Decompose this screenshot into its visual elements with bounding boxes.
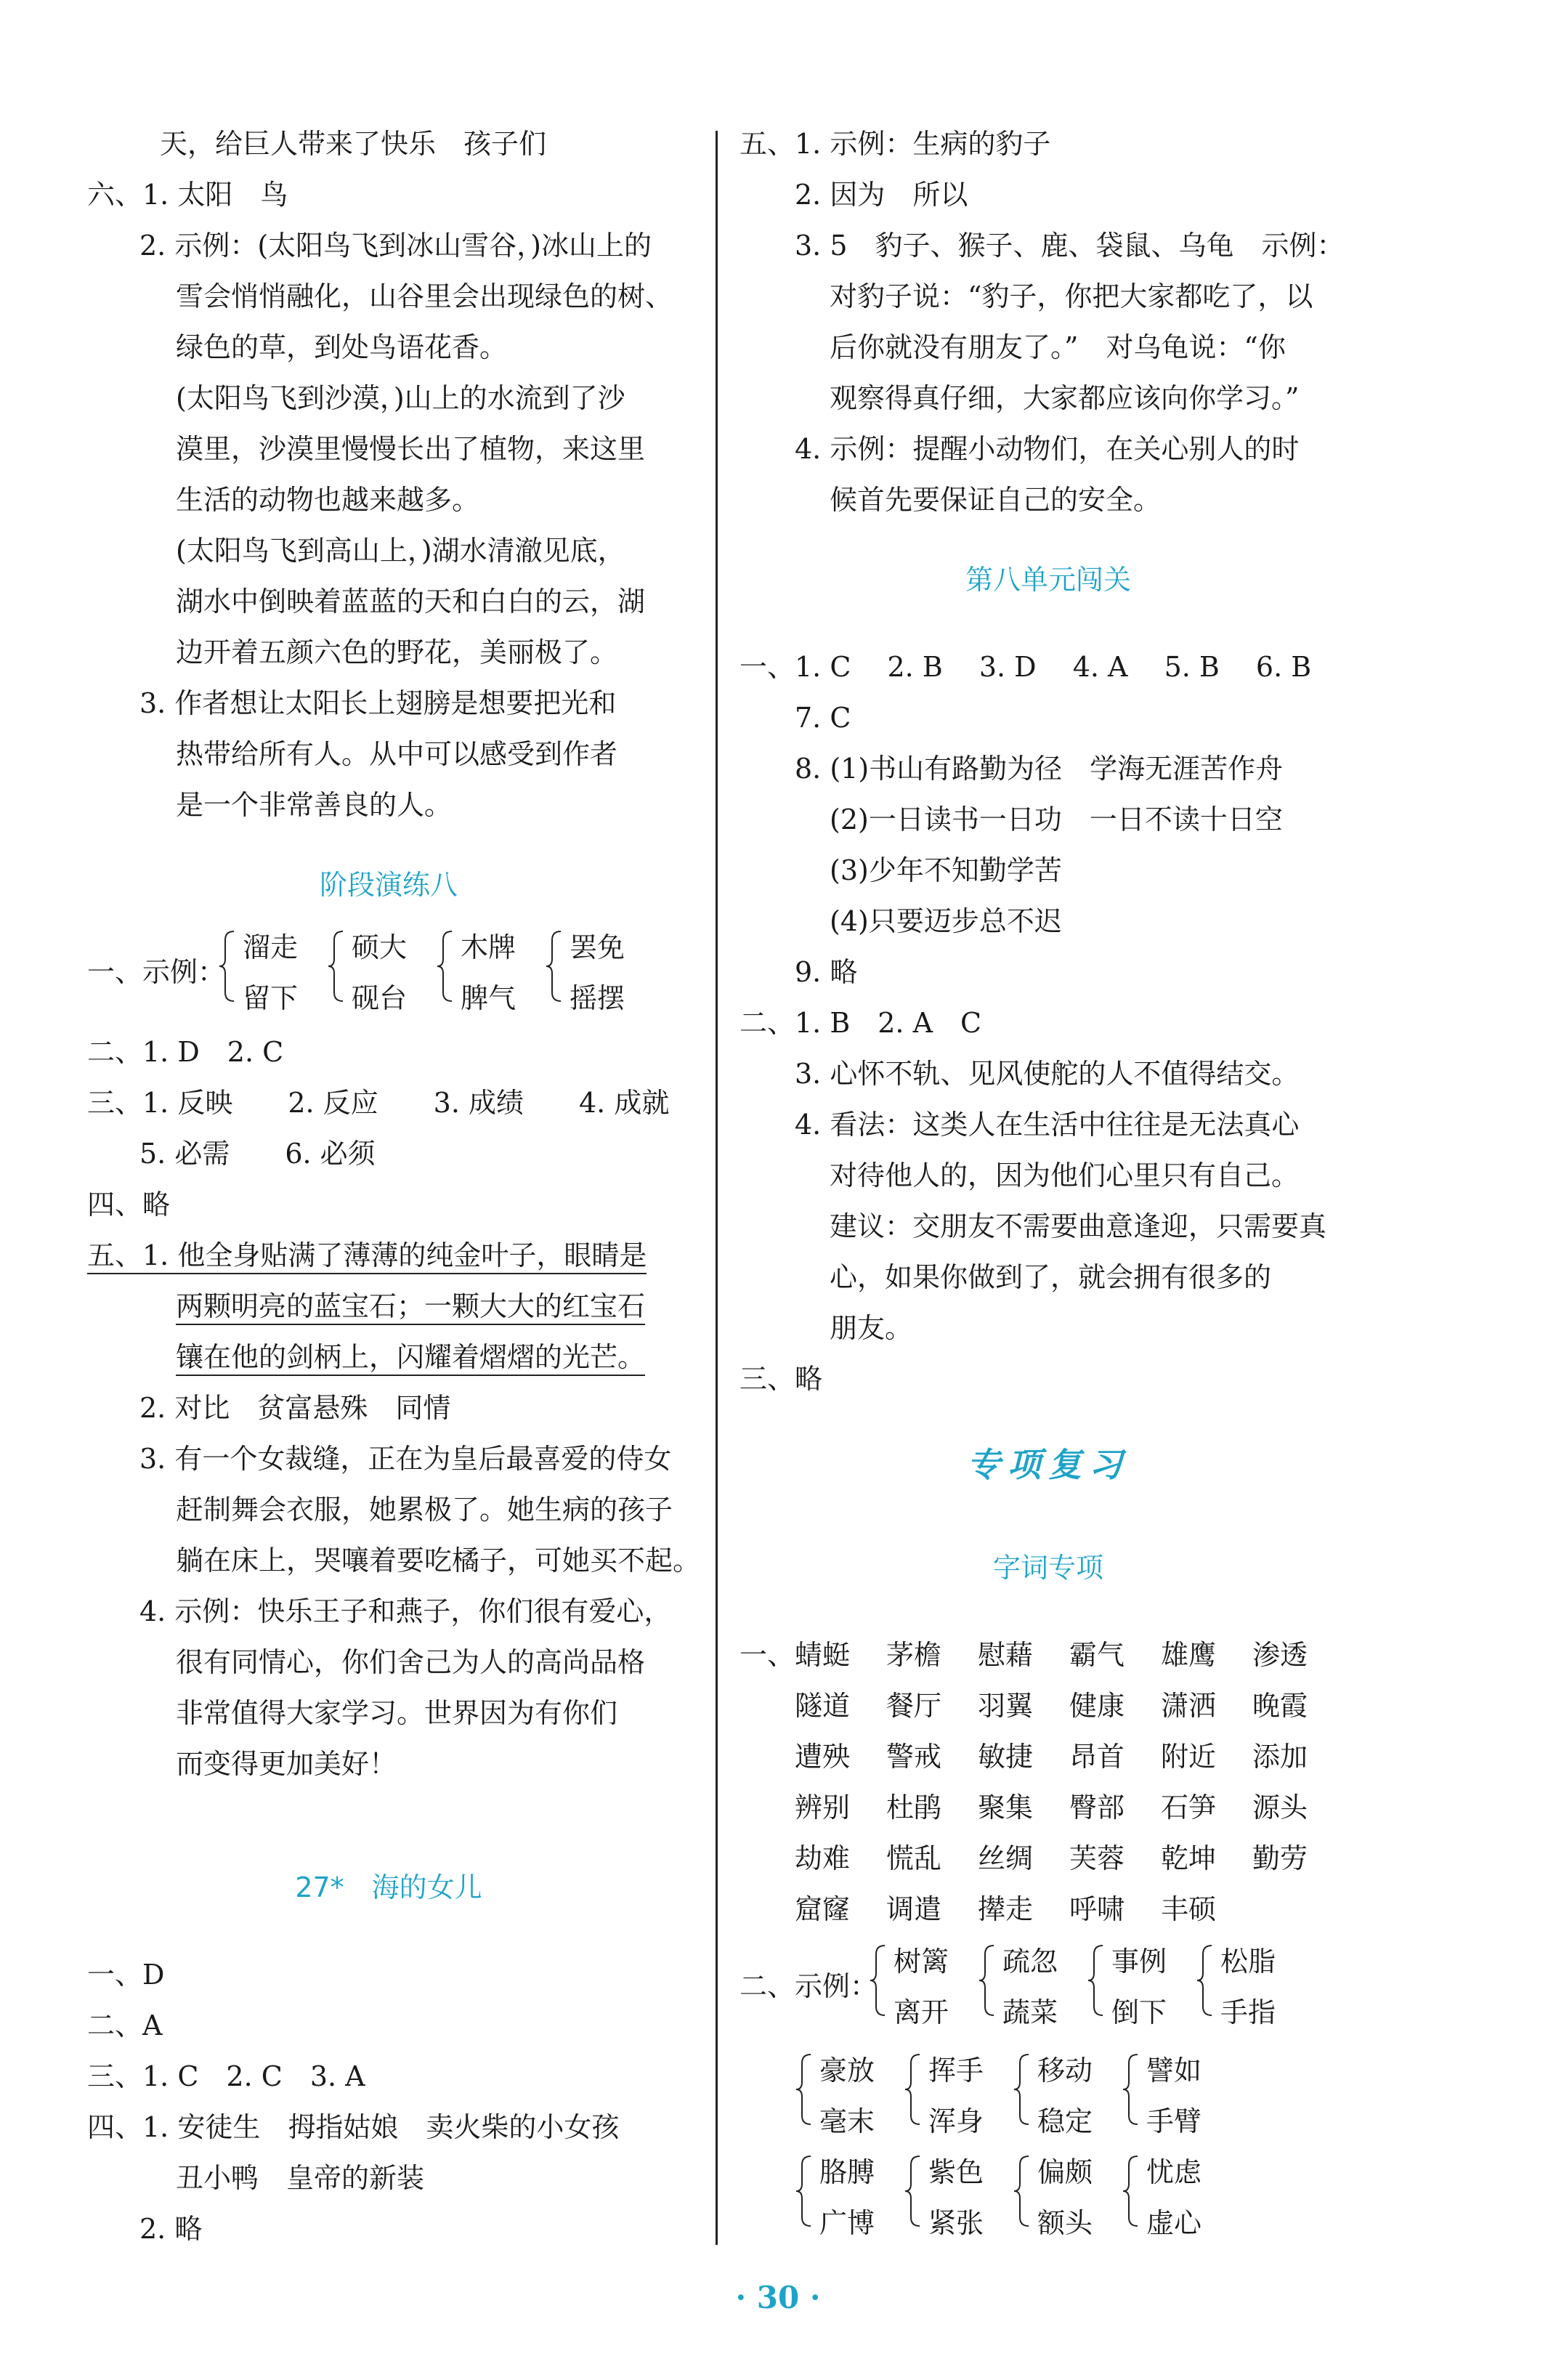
word: 紫色: [928, 2156, 984, 2188]
word: 晚霞: [1252, 1690, 1308, 1722]
brace-icon: [1087, 1944, 1106, 2017]
word: 疏忽: [1002, 1946, 1058, 1978]
word: 乾坤: [1161, 1842, 1217, 1874]
question-6-2-line: 漠里，沙漠里慢慢长出了植物，来这里: [176, 433, 646, 465]
section-title-unit8: 第八单元闯关: [965, 564, 1131, 596]
word: 慰藉: [978, 1639, 1034, 1671]
word-row: [795, 1638, 1344, 1672]
question-5-2: 2. 因为 所以: [795, 179, 968, 211]
stage8-q3-cont: 5. 必需 6. 必须: [139, 1138, 376, 1170]
brace-icon: [978, 1944, 997, 2017]
unit8-q9: 9. 略: [795, 956, 858, 988]
question-6-2-line: 2. 示例：(太阳鸟飞到冰山雪谷，)冰山上的: [139, 230, 652, 262]
word: 浑身: [928, 2105, 984, 2137]
section-title-lesson27: 27* 海的女儿: [295, 1871, 482, 1903]
section-title-stage8: 阶段演练八: [319, 869, 458, 901]
word: 稳定: [1037, 2105, 1093, 2137]
column-divider: [716, 131, 718, 2245]
unit8-part2-q3: 3. 心怀不轨、见风使舵的人不值得结交。: [795, 1058, 1300, 1090]
word: 警戒: [886, 1741, 942, 1773]
word: 餐厅: [886, 1690, 942, 1722]
brace-icon: [795, 2053, 814, 2126]
stage8-q3: 三、1. 反映 2. 反应 3. 成绩 4. 成就: [87, 1087, 670, 1119]
stage8-q5-1-line: [87, 1238, 647, 1273]
word-row: [795, 1688, 1344, 1723]
lesson27-q4-2: 2. 略: [139, 2213, 203, 2245]
word: 窟窿: [795, 1893, 851, 1925]
word: 离开: [894, 1996, 949, 2028]
word: 潇洒: [1161, 1690, 1217, 1722]
word: 紧张: [928, 2207, 984, 2239]
brace-icon: [904, 2155, 923, 2227]
question-5-3-line: 3. 5 豹子、猴子、鹿、袋鼠、乌龟 示例：: [795, 230, 1345, 262]
stage8-q5-4-line: 非常值得大家学习。世界因为有你们: [176, 1697, 618, 1729]
stage8-q5-3-line: 3. 有一个女裁缝，正在为皇后最喜爱的侍女: [139, 1443, 672, 1475]
question-6-3-line: 热带给所有人。从中可以感受到作者: [176, 738, 618, 770]
words-label: 一、: [739, 1639, 795, 1671]
word: 添加: [1252, 1741, 1308, 1773]
word: 丰硕: [1161, 1893, 1217, 1925]
unit8-q7: 7. C: [795, 702, 851, 734]
word-row: [795, 1739, 1344, 1774]
word: 蔬菜: [1002, 1996, 1058, 2028]
word: 劫难: [795, 1842, 851, 1874]
page-number: · 30 ·: [735, 2280, 821, 2315]
word: 虚心: [1146, 2207, 1202, 2239]
question-5-4-line: 候首先要保证自己的安全。: [830, 484, 1162, 516]
word: 忧虑: [1146, 2156, 1202, 2188]
word: 辨别: [795, 1792, 851, 1824]
unit8-q8-line: (2)一日读书一日功 一日不读十日空: [830, 804, 1283, 835]
word: 调遣: [886, 1893, 942, 1925]
word: 霸气: [1069, 1639, 1125, 1671]
word: 硕大: [352, 931, 408, 963]
word: 偏颇: [1037, 2156, 1093, 2188]
text-line: 天，给巨人带来了快乐 孩子们: [160, 128, 547, 160]
stage8-q5-1-line: [176, 1289, 645, 1324]
brace-icon: [436, 930, 455, 1003]
lesson27-q4-1: 四、1. 安徒生 拇指姑娘 卖火柴的小女孩: [87, 2111, 620, 2143]
question-6-3-line: 是一个非常善良的人。: [176, 789, 453, 821]
word: 事例: [1111, 1946, 1167, 1978]
question-6-2-line: (太阳鸟飞到高山上，)湖水清澈见底，: [176, 535, 625, 567]
question-6-2-line: 湖水中倒映着蓝蓝的天和白白的云，湖: [176, 586, 646, 618]
brace-icon: [1013, 2053, 1032, 2126]
word: 毫末: [819, 2105, 875, 2137]
word: 豪放: [819, 2055, 875, 2086]
word-row: [795, 1841, 1344, 1876]
stage8-q5-4-line: 很有同情心，你们舍己为人的高尚品格: [176, 1646, 646, 1678]
brace-icon: [218, 930, 237, 1003]
brace-icon: [545, 930, 564, 1003]
word: 勤劳: [1252, 1842, 1308, 1874]
word: 树篱: [894, 1946, 949, 1978]
brace-icon: [327, 930, 346, 1003]
unit8-part2-q4-line: 4. 看法：这类人在生活中往往是无法真心: [795, 1109, 1300, 1141]
word: 附近: [1161, 1741, 1217, 1773]
word: 丝绸: [978, 1842, 1034, 1874]
word: 移动: [1037, 2055, 1093, 2086]
word-row: [795, 1790, 1344, 1825]
unit8-part2-q4-line: 对待他人的，因为他们心里只有自己。: [830, 1159, 1300, 1191]
stage8-q5-4-line: 4. 示例：快乐王子和燕子，你们很有爱心，: [139, 1595, 672, 1627]
brace-icon: [1122, 2155, 1140, 2227]
word: 砚台: [352, 982, 408, 1014]
word: 慌乱: [886, 1842, 942, 1874]
word: 敏捷: [978, 1741, 1034, 1773]
unit8-q1: 一、1. C 2. B 3. D 4. A 5. B 6. B: [739, 651, 1312, 683]
unit8-part2-q4-line: 建议：交朋友不需要曲意逢迎，只需要真: [830, 1210, 1327, 1242]
question-5-4-line: 4. 示例：提醒小动物们，在关心别人的时: [795, 433, 1300, 465]
word: 健康: [1069, 1690, 1125, 1722]
word: 胳膊: [819, 2156, 875, 2188]
lesson27-q1: 一、D: [87, 1959, 165, 1991]
word: 遭殃: [795, 1741, 851, 1773]
word: 挥手: [928, 2055, 984, 2086]
underlined-text: 五、1. 他全身贴满了薄薄的纯金叶子，眼睛是: [87, 1239, 647, 1274]
word: 广博: [819, 2207, 875, 2239]
word: 留下: [243, 982, 299, 1014]
unit8-q8-line: (4)只要迈步总不迟: [830, 905, 1062, 937]
word: 芙蓉: [1069, 1842, 1125, 1874]
lesson27-q3: 三、1. C 2. C 3. A: [87, 2060, 365, 2092]
word: 木牌: [461, 931, 516, 963]
brace-icon: [869, 1944, 888, 2017]
word: 茅檐: [886, 1639, 942, 1671]
unit8-part2-q4-line: 心，如果你做到了，就会拥有很多的: [830, 1261, 1272, 1293]
word: 溜走: [243, 931, 299, 963]
underlined-text: 两颗明亮的蓝宝石；一颗大大的红宝石: [176, 1290, 645, 1325]
stage8-q5-4-line: 而变得更加美好！: [176, 1748, 397, 1780]
question-5-1: 五、1. 示例：生病的豹子: [739, 128, 1051, 160]
question-6-2-line: (太阳鸟飞到沙漠，)山上的水流到了沙: [176, 382, 625, 414]
brace-icon: [904, 2053, 923, 2126]
word: 臀部: [1069, 1792, 1125, 1824]
word: 松脂: [1220, 1946, 1276, 1978]
lesson27-q4-1-cont: 丑小鸭 皇帝的新装: [176, 2162, 425, 2194]
word: 脾气: [461, 982, 516, 1014]
unit8-part3: 三、略: [739, 1363, 823, 1395]
question-6-2-line: 雪会悄悄融化，山谷里会出现绿色的树、: [176, 280, 673, 312]
stage8-q5-3-line: 躺在床上，哭嚷着要吃橘子，可她买不起。: [176, 1545, 701, 1576]
question-6-2-line: 绿色的草，到处鸟语花香。: [176, 331, 508, 363]
word: 石笋: [1161, 1792, 1217, 1824]
question-6-2-line: 边开着五颜六色的野花，美丽极了。: [176, 636, 618, 668]
word: 撵走: [978, 1893, 1034, 1925]
word-row: [795, 1892, 1252, 1927]
brace-icon: [1196, 1944, 1215, 2017]
question-6-1: 六、1. 太阳 鸟: [87, 179, 288, 211]
word: 杜鹃: [886, 1792, 942, 1824]
stage8-q5-3-line: 赶制舞会衣服，她累极了。她生病的孩子: [176, 1494, 673, 1526]
question-5-3-line: 观察得真仔细，大家都应该向你学习。”: [830, 382, 1300, 414]
word: 譬如: [1146, 2055, 1202, 2086]
lesson27-q2: 二、A: [87, 2009, 163, 2041]
word: 源头: [1252, 1792, 1308, 1824]
unit8-q8-line: (3)少年不知勤学苦: [830, 854, 1062, 886]
word: 雄鹰: [1161, 1639, 1217, 1671]
underlined-text: 镶在他的剑柄上，闪耀着熠熠的光芒。: [176, 1341, 645, 1376]
word: 倒下: [1111, 1996, 1167, 2028]
section-title-words: 字词专项: [992, 1552, 1103, 1584]
brace-icon: [795, 2155, 814, 2227]
unit8-part2-q1: 二、1. B 2. A C: [739, 1007, 982, 1039]
word: 羽翼: [978, 1690, 1034, 1722]
word: 隧道: [795, 1690, 851, 1722]
unit8-q8-line: 8. (1)书山有路勤为径 学海无涯苦作舟: [795, 753, 1284, 785]
word: 手指: [1220, 1996, 1276, 2028]
stage8-q1-label: 一、示例：: [87, 956, 226, 988]
question-6-3-line: 3. 作者想让太阳长上翅膀是想要把光和: [139, 687, 617, 719]
word: 额头: [1037, 2207, 1093, 2239]
brace-icon: [1013, 2155, 1032, 2227]
section-title-review: 专项复习: [967, 1445, 1130, 1484]
question-6-2-line: 生活的动物也越来越多。: [176, 484, 480, 516]
question-5-3-line: 对豹子说：“豹子，你把大家都吃了，以: [830, 280, 1313, 312]
word: 呼啸: [1069, 1893, 1125, 1925]
word: 聚集: [978, 1792, 1034, 1824]
unit8-part2-q4-line: 朋友。: [830, 1312, 913, 1344]
word: 罢免: [570, 931, 625, 963]
stage8-q5-2: 2. 对比 贫富悬殊 同情: [139, 1392, 451, 1424]
stage8-q4: 四、略: [87, 1189, 171, 1221]
word: 摇摆: [570, 982, 625, 1014]
stage8-q2: 二、1. D 2. C: [87, 1036, 284, 1068]
question-5-3-line: 后你就没有朋友了。” 对乌龟说：“你: [830, 331, 1286, 363]
word: 蜻蜓: [795, 1639, 851, 1671]
word: 昂首: [1069, 1741, 1125, 1773]
stage8-q5-1-line: [176, 1340, 645, 1375]
word: 手臂: [1146, 2105, 1202, 2137]
word: 渗透: [1252, 1639, 1308, 1671]
pairs-label: 二、示例：: [739, 1970, 878, 2002]
brace-icon: [1122, 2053, 1140, 2126]
